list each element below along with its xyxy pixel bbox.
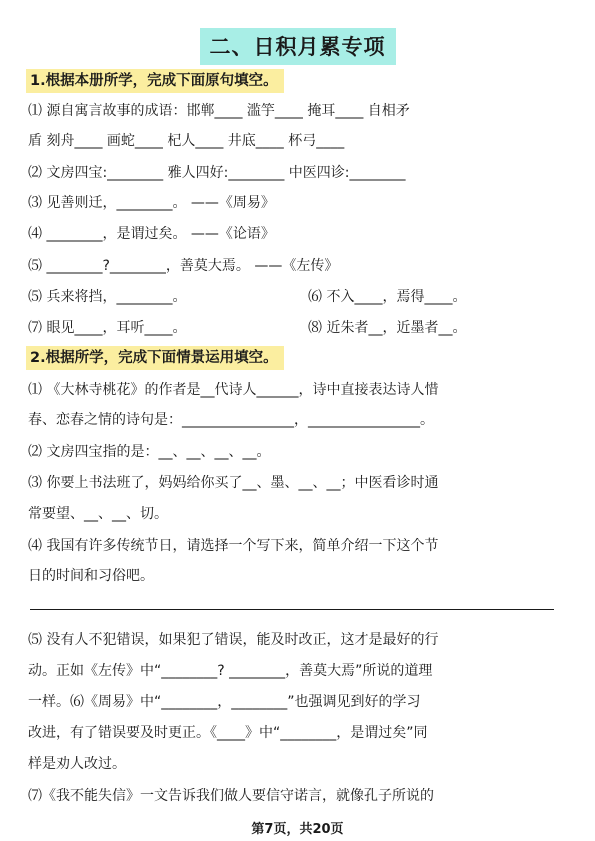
s2-line-6: ⑷ 我国有许多传统节日，请选择一个写下来，简单介绍一下这个节	[28, 538, 439, 554]
page-title: 二、日积月累专项	[200, 28, 396, 65]
s2-line-7: 日的时间和习俗吧。	[28, 568, 154, 584]
s2-line-4: ⑶ 你要上书法班了，妈妈给你买了__、墨、__、__；中医看诊时通	[28, 475, 439, 491]
page-footer: 第7页，共20页	[251, 822, 344, 837]
s2-line-9: 动。正如《左传》中“________? ________，善莫大焉”所说的道理	[28, 663, 433, 679]
s1-line-4: ⑶ 见善则迁，________。 ——《周易》	[28, 195, 275, 211]
s2-line-2: 春、恋春之情的诗句是：________________，________________。	[28, 412, 434, 428]
title-wrap	[0, 28, 595, 65]
answer-line	[30, 609, 554, 610]
s2-line-10: 一样。⑹《周易》中“________，________”也强调见到好的学习	[28, 694, 421, 710]
s2-line-5: 常要望、__、__、切。	[28, 506, 168, 522]
s2-line-12: 样是劝人改过。	[28, 756, 126, 772]
s1-line-5: ⑷ ________，是谓过矣。 ——《论语》	[28, 226, 275, 242]
s1-line-7: ⑸ 兵来将挡，________。	[28, 289, 187, 305]
s1-line-1: ⑴ 源自寓言故事的成语：邯郸____ 滥竽____ 掩耳____ 自相矛	[28, 103, 410, 119]
s1-line-6: ⑸ ________?________，善莫大焉。 ——《左传》	[28, 258, 339, 274]
s2-line-8: ⑸ 没有人不犯错误，如果犯了错误，能及时改正，这才是最好的行	[28, 632, 439, 648]
s2-line-3: ⑵ 文房四宝指的是：__、__、__、__。	[28, 444, 271, 460]
section1-heading: 1.根据本册所学，完成下面原句填空。	[26, 69, 284, 93]
s1-line-8: ⑹ 不入____，焉得____。	[308, 289, 467, 305]
s2-line-13: ⑺《我不能失信》一文告诉我们做人要信守诺言，就像孔子所说的	[28, 788, 434, 804]
s1-line-2: 盾 刻舟____ 画蛇____ 杞人____ 井底____ 杯弓____	[28, 133, 345, 149]
s2-line-11: 改进，有了错误要及时更正。《____》中“________，是谓过矣”同	[28, 725, 428, 741]
s2-line-1: ⑴ 《大林寺桃花》的作者是__代诗人______，诗中直接表达诗人惜	[28, 382, 439, 398]
section2-heading: 2.根据所学，完成下面情景运用填空。	[26, 346, 284, 370]
s1-line-9: ⑺ 眼见____，耳听____。	[28, 320, 187, 336]
s1-line-10: ⑻ 近朱者__，近墨者__。	[308, 320, 467, 336]
s1-line-3: ⑵ 文房四宝:________ 雅人四好:________ 中医四诊:________	[28, 165, 406, 181]
